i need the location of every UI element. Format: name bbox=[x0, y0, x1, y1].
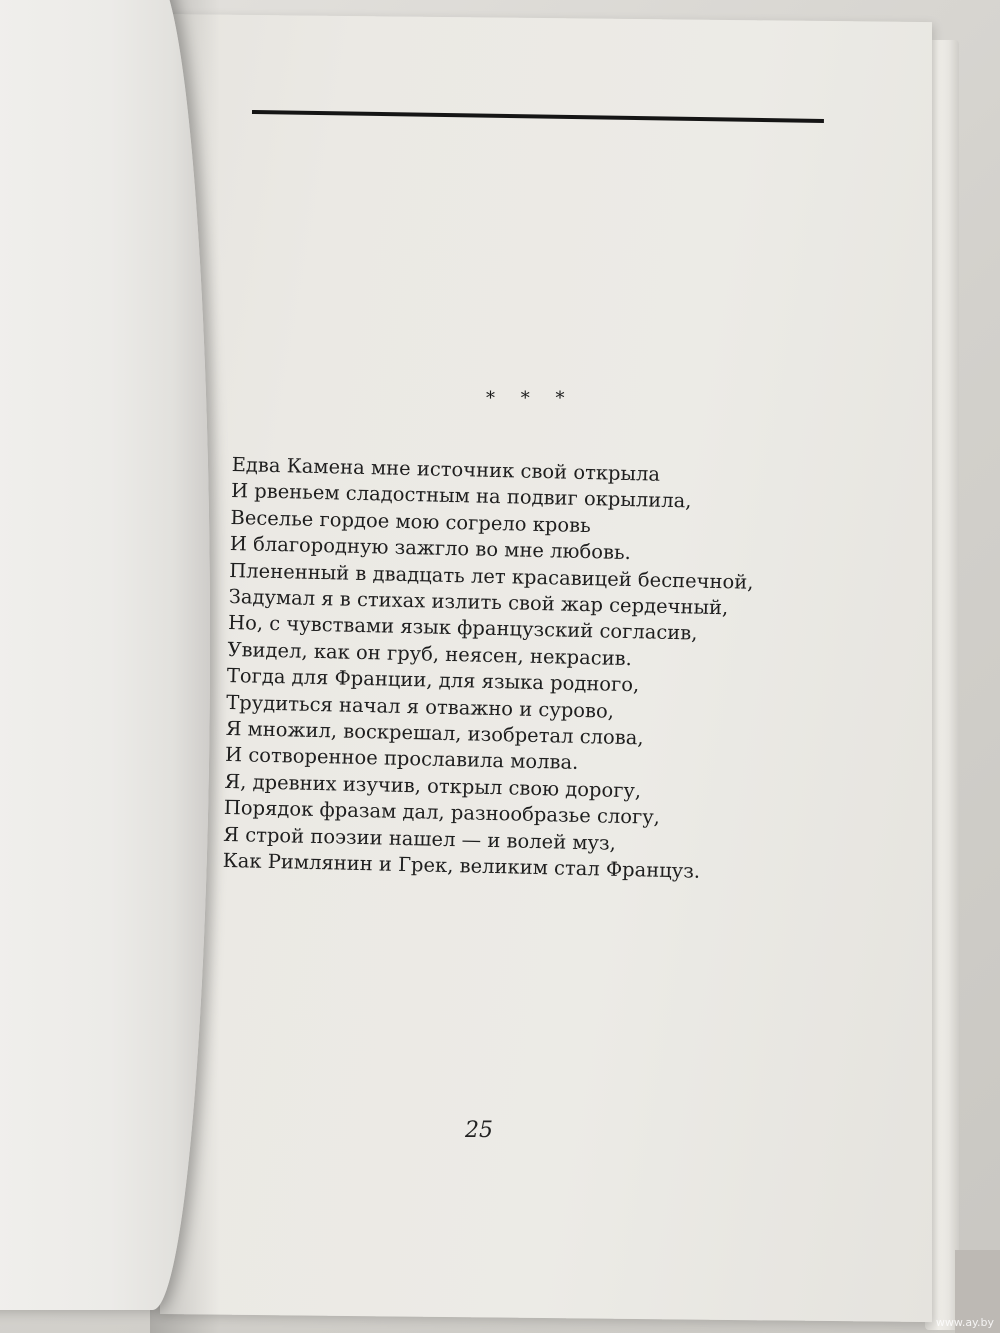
poem-line: Плененный в двадцать лет красавицей беспечной, bbox=[229, 558, 754, 594]
watermark: www.ay.by bbox=[935, 1316, 994, 1329]
poem-text bbox=[222, 452, 851, 888]
poem-line: Я строй поэзии нашел — и волей муз, bbox=[223, 822, 617, 855]
poem-line: Как Римлянин и Грек, великим стал Француз. bbox=[222, 848, 701, 883]
poem-line: И сотворенное прославила молва. bbox=[224, 743, 579, 775]
poem-line: Тогда для Франции, для языка родного, bbox=[226, 664, 640, 697]
poem-line: Я множил, воскрешал, изобретал слова, bbox=[225, 716, 644, 750]
page-number: 25 bbox=[465, 1118, 493, 1143]
poem-line: Порядок фразам дал, разнообразье слогу, bbox=[223, 796, 661, 830]
poem-line: Но, с чувствами язык французский согласив, bbox=[227, 611, 698, 646]
poem-line: И благородную зажгло во мне любовь. bbox=[229, 532, 632, 565]
poem-line: Задумал я в стихах излить свой жар сердечный, bbox=[228, 584, 729, 620]
left-page bbox=[0, 0, 210, 1310]
poem-line: Веселье гордое мою согрело кровь bbox=[230, 505, 591, 537]
poem-line: Я, древних изучив, открыл свою дорогу, bbox=[224, 769, 642, 803]
poem-line: Увидел, как он груб, неясен, некрасив. bbox=[227, 637, 633, 670]
poem-line: И рвеньем сладостным на подвиг окрылила, bbox=[230, 479, 692, 513]
ornament-asterisks: * * * bbox=[486, 388, 575, 409]
poem-line: Трудиться начал я отважно и сурово, bbox=[226, 690, 615, 723]
poem-line: Едва Камена мне источник свой открыла bbox=[231, 452, 661, 486]
